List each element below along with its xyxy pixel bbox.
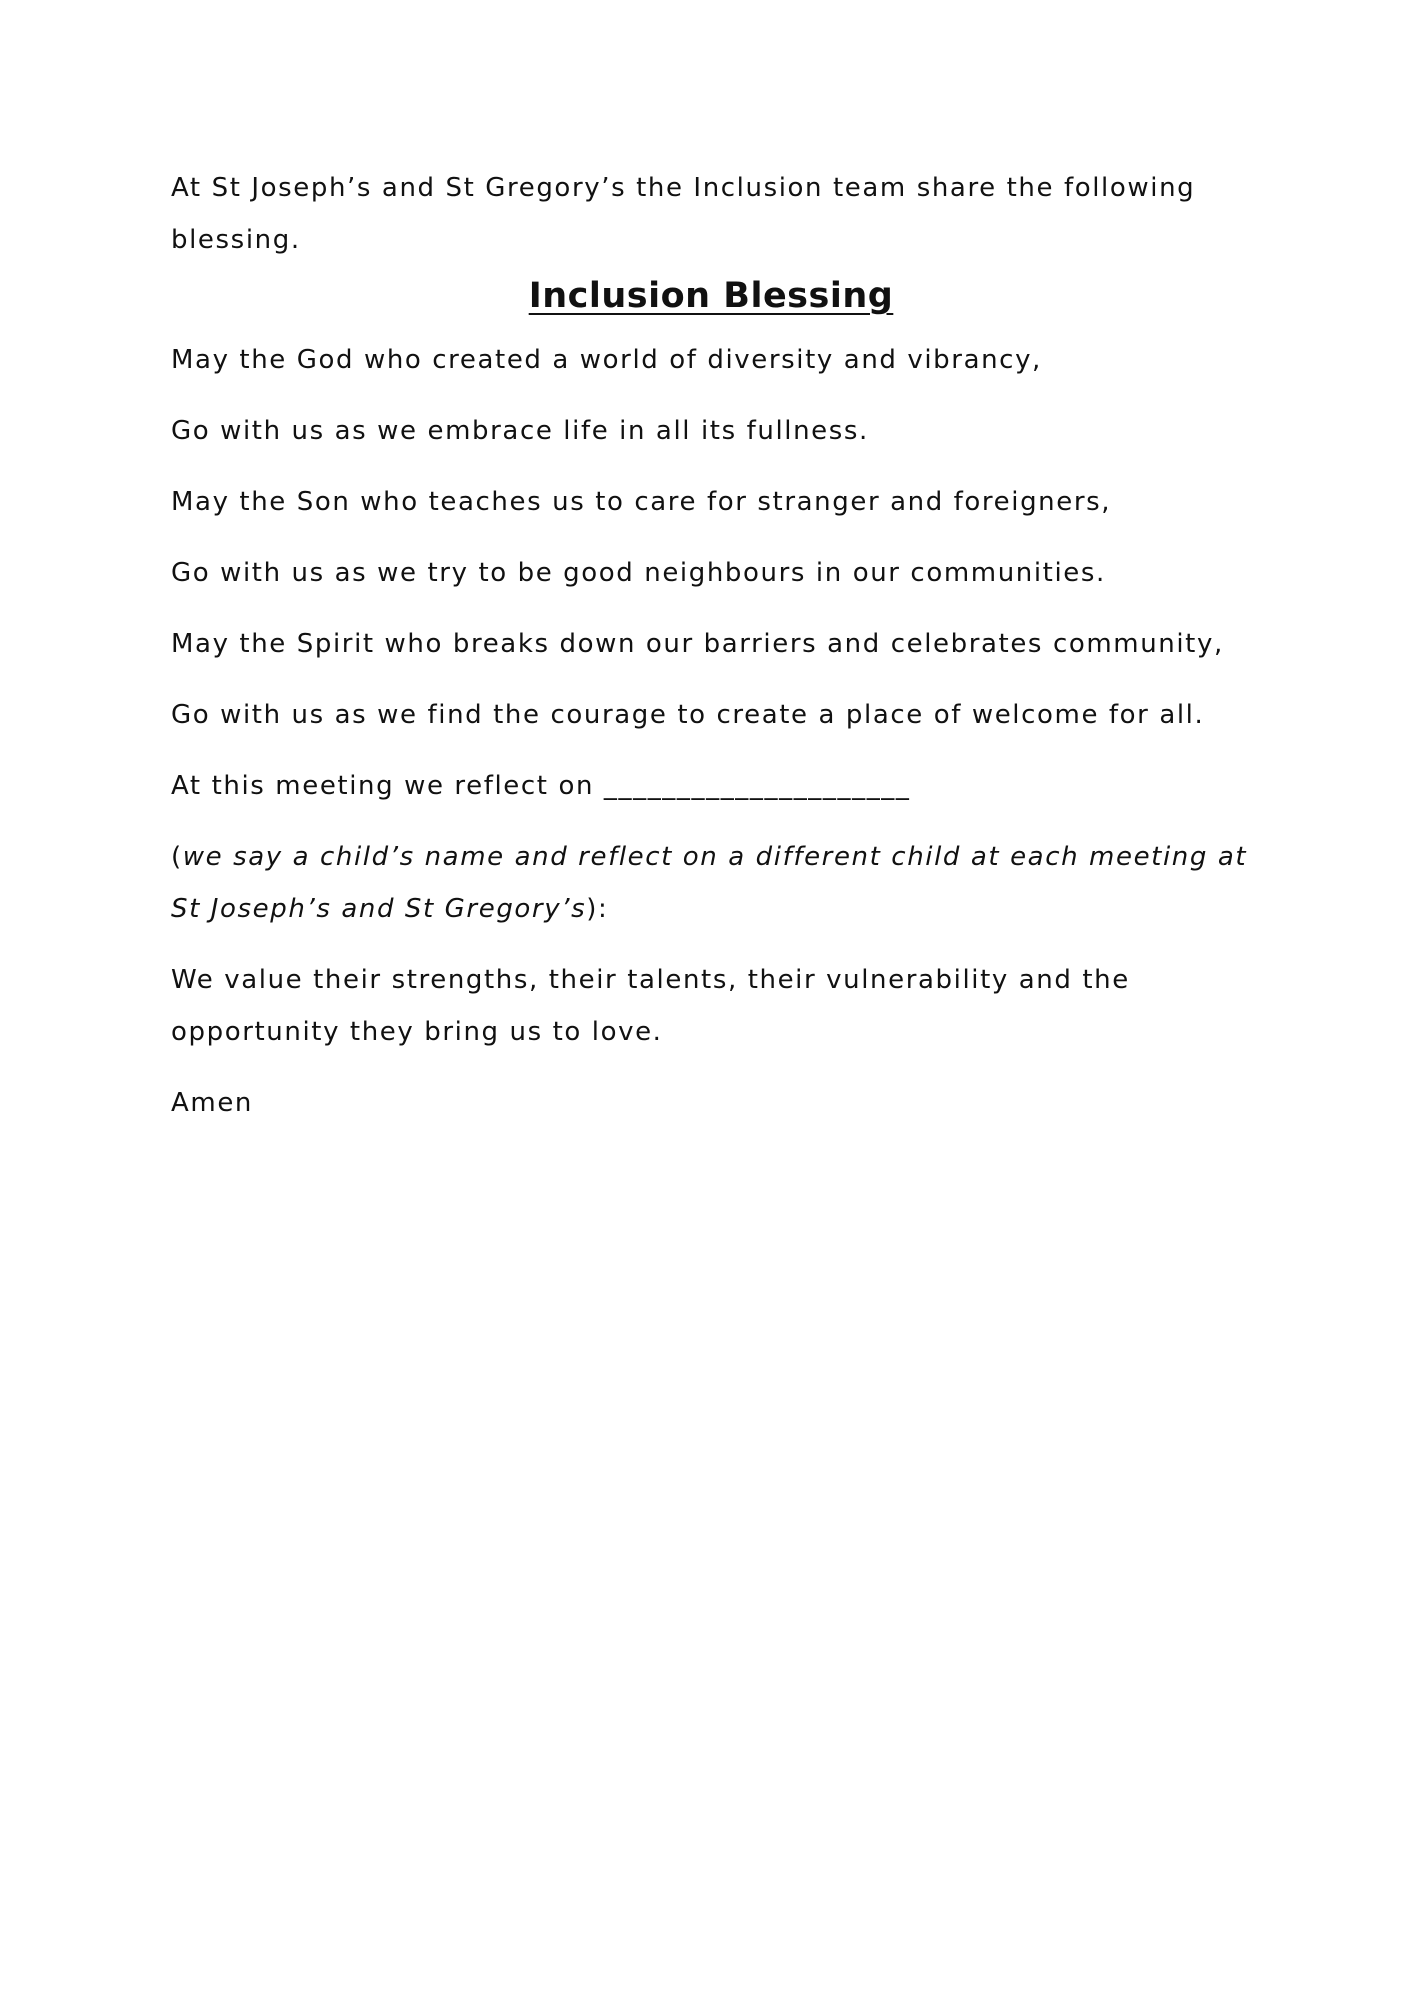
blessing-line-4: Go with us as we try to be good neighbours in our communities. bbox=[171, 558, 1106, 588]
blessing-line-3: May the Son who teaches us to care for stranger and foreigners, bbox=[171, 487, 1112, 517]
intro-paragraph: At St Joseph’s and St Gregory’s the Inclusion team share the following blessing. bbox=[171, 173, 1196, 255]
document-title: Inclusion Blessing bbox=[528, 276, 894, 316]
note-open: ( bbox=[171, 842, 183, 872]
note-close: ): bbox=[586, 894, 609, 924]
document-body bbox=[171, 162, 1251, 1148]
reflection-note bbox=[171, 831, 1251, 935]
note-italic-text: we say a child’s name and reflect on a different child at each meeting at St Joseph’s and St Gregory’s bbox=[171, 842, 1248, 924]
blessing-line-6: Go with us as we find the courage to create a place of welcome for all. bbox=[171, 700, 1205, 730]
value-paragraph: We value their strengths, their talents, their vulnerability and the opportunity they bring us to love. bbox=[171, 965, 1130, 1047]
blessing-line-5: May the Spirit who breaks down our barriers and celebrates community, bbox=[171, 629, 1224, 659]
closing-amen: Amen bbox=[171, 1088, 253, 1118]
blessing-line-1: May the God who created a world of diversity and vibrancy, bbox=[171, 345, 1042, 375]
blessing-line-2: Go with us as we embrace life in all its fullness. bbox=[171, 416, 869, 446]
reflection-line: At this meeting we reflect on _____________________ bbox=[171, 771, 911, 801]
